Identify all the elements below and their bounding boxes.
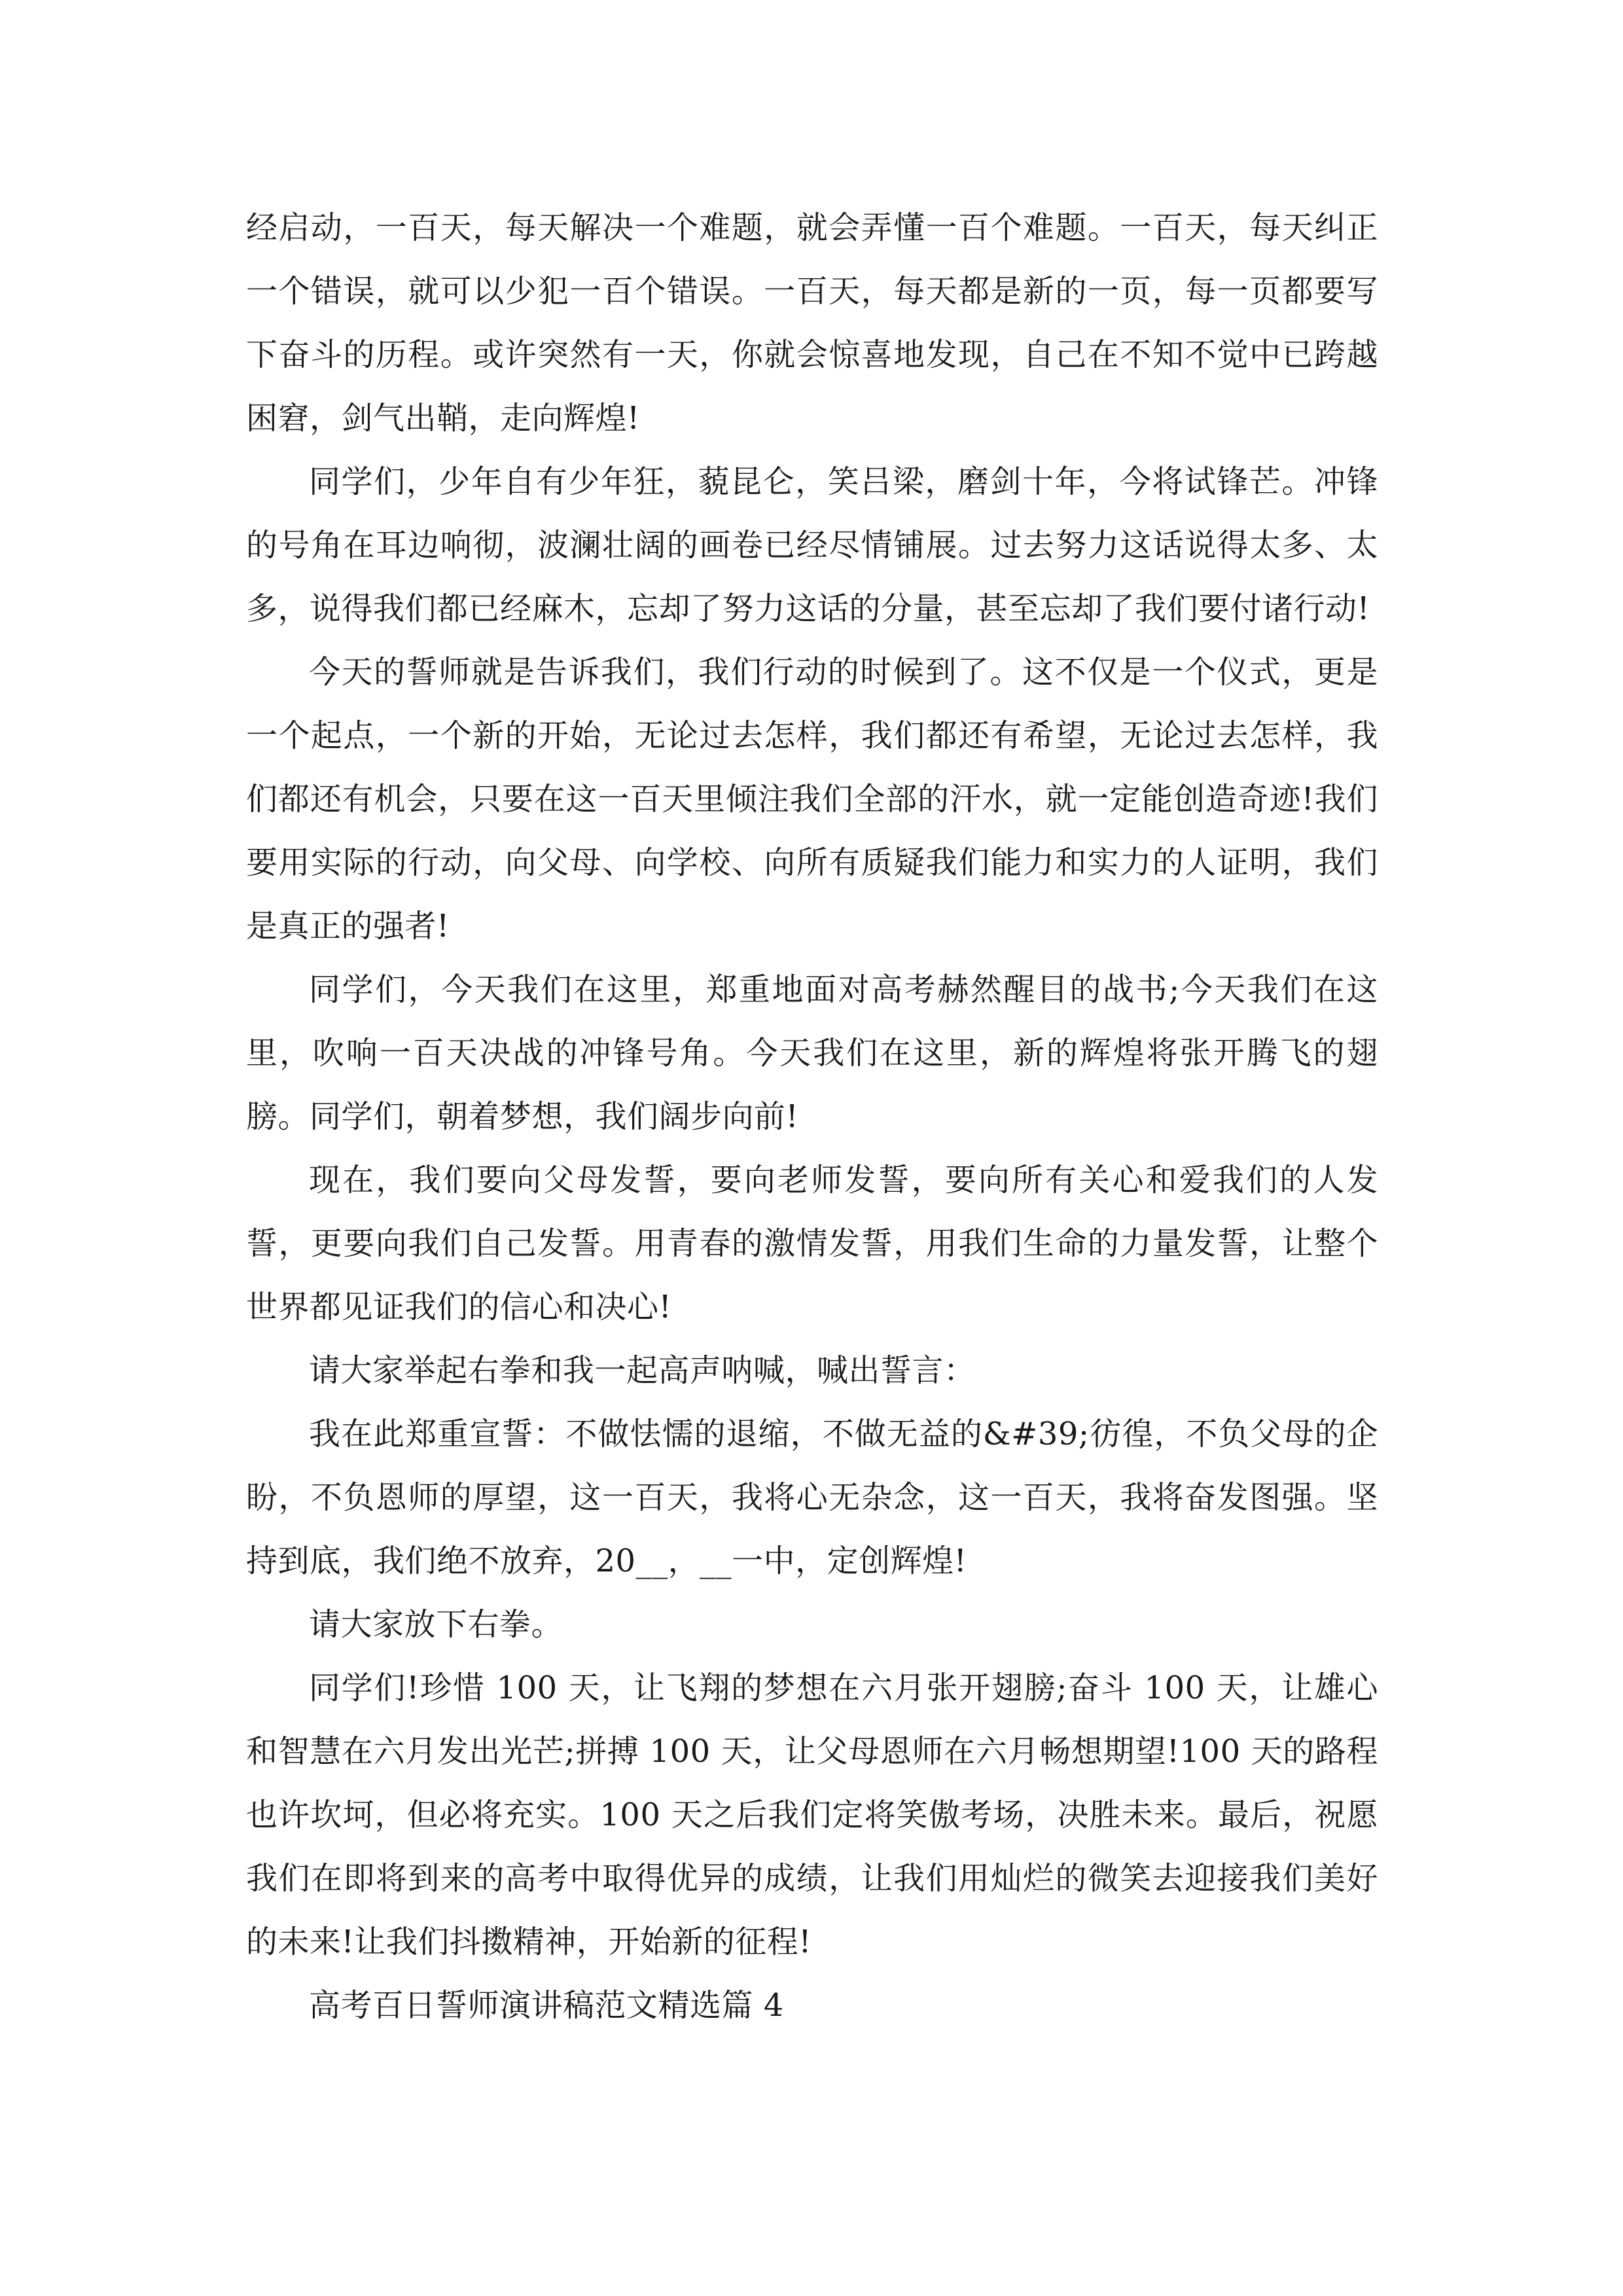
- document-body: [246, 196, 1378, 2037]
- paragraph: 同学们!珍惜 100 天，让飞翔的梦想在六月张开翅膀;奋斗 100 天，让雄心和智慧在六月发出光芒;拼搏 100 天，让父母恩师在六月畅想期望!100 天的路程也许坎坷，但必将充实。100 天之后我们定将笑傲考场，决胜未来。最后，祝愿我们在即将到来的高考中取得优异的成绩，让我们用灿烂的微笑去迎接我们美好的未来!让我们抖擞精神，开始新的征程!: [246, 1670, 1378, 1960]
- paragraph-continuation: 经启动，一百天，每天解决一个难题，就会弄懂一百个难题。一百天，每天纠正一个错误，就可以少犯一百个错误。一百天，每天都是新的一页，每一页都要写下奋斗的历程。或许突然有一天，你就会惊喜地发现，自己在不知不觉中已跨越困窘，剑气出鞘，走向辉煌!: [246, 209, 1378, 437]
- paragraph: 今天的誓师就是告诉我们，我们行动的时候到了。这不仅是一个仪式，更是一个起点，一个新的开始，无论过去怎样，我们都还有希望，无论过去怎样，我们都还有机会，只要在这一百天里倾注我们全部的汗水，就一定能创造奇迹!我们要用实际的行动，向父母、向学校、向所有质疑我们能力和实力的人证明，我们是真正的强者!: [246, 654, 1378, 944]
- paragraph: 请大家放下右拳。: [309, 1606, 563, 1643]
- oath-paragraph: 我在此郑重宣誓：不做怯懦的退缩，不做无益的&#39;彷徨，不负父母的企盼，不负恩师的厚望，这一百天，我将心无杂念，这一百天，我将奋发图强。坚持到底，我们绝不放弃，20__，__一中，定创辉煌!: [246, 1416, 1378, 1579]
- section-heading: 高考百日誓师演讲稿范文精选篇 4: [309, 1987, 784, 2024]
- paragraph: 同学们，今天我们在这里，郑重地面对高考赫然醒目的战书;今天我们在这里，吹响一百天决战的冲锋号角。今天我们在这里，新的辉煌将张开腾飞的翅膀。同学们，朝着梦想，我们阔步向前!: [246, 971, 1378, 1135]
- paragraph: 请大家举起右拳和我一起高声呐喊，喊出誓言：: [309, 1352, 976, 1389]
- paragraph: 同学们，少年自有少年狂，藐昆仑，笑吕梁，磨剑十年，今将试锋芒。冲锋的号角在耳边响彻，波澜壮阔的画卷已经尽情铺展。过去努力这话说得太多、太多，说得我们都已经麻木，忘却了努力这话的分量，甚至忘却了我们要付诸行动!: [246, 463, 1378, 627]
- paragraph: 现在，我们要向父母发誓，要向老师发誓，要向所有关心和爱我们的人发誓，更要向我们自己发誓。用青春的激情发誓，用我们生命的力量发誓，让整个世界都见证我们的信心和决心!: [246, 1162, 1378, 1325]
